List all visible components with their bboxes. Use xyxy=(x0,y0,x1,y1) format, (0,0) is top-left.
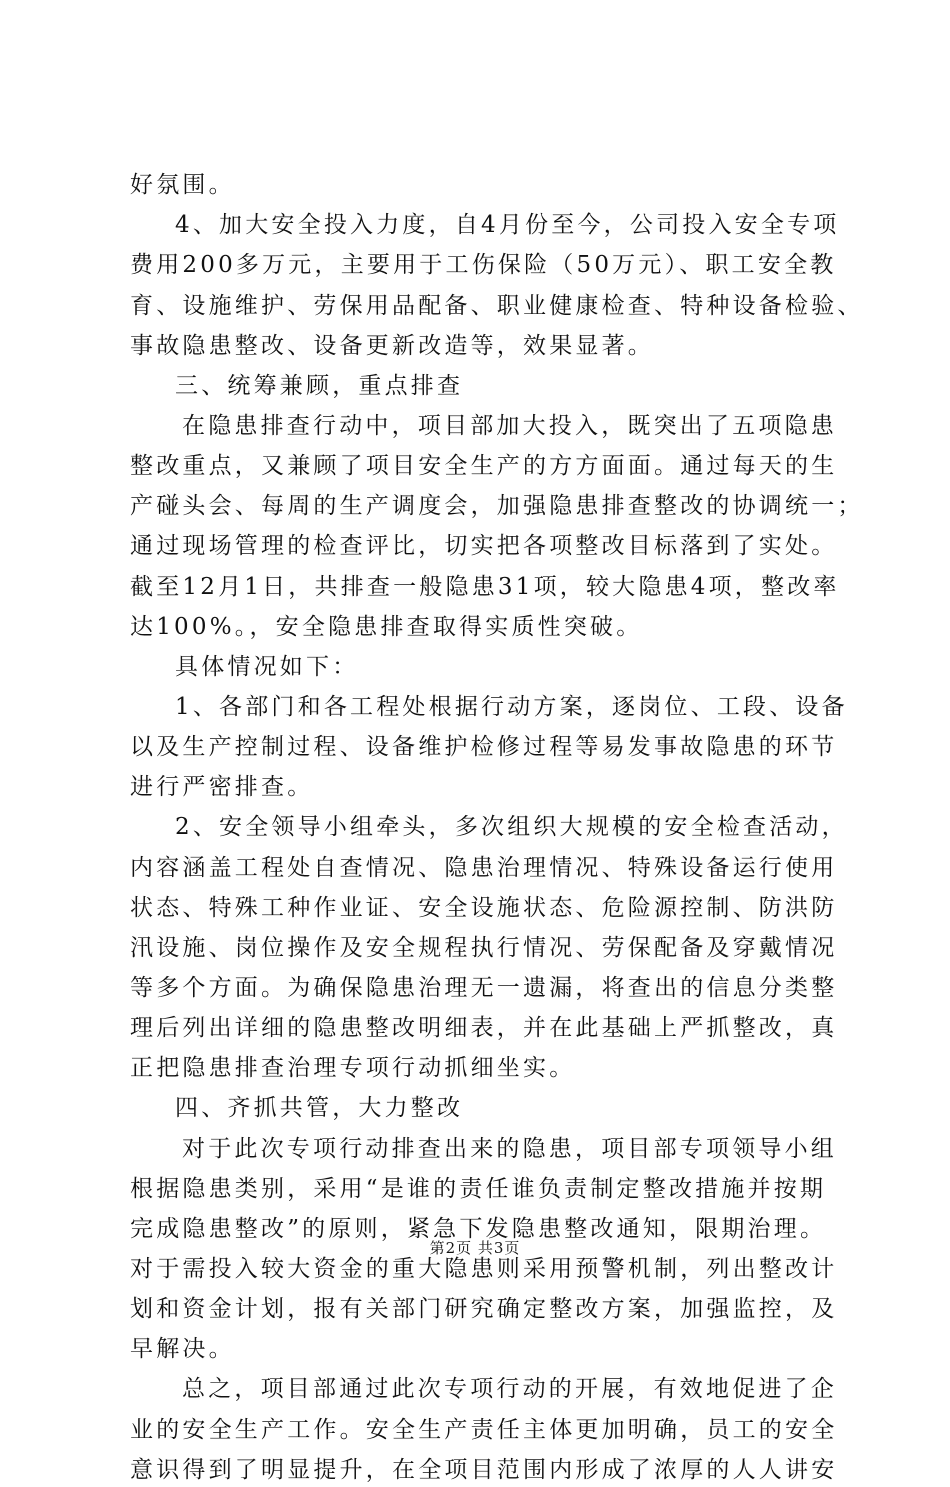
body-line: 等多个方面。为确保隐患治理无一遗漏，将查出的信息分类整 xyxy=(130,975,838,1001)
body-line: 划和资金计划，报有关部门研究确定整改方案，加强监控，及 xyxy=(130,1296,838,1322)
body-line: 根据隐患类别，采用“是谁的责任谁负责制定整改措施并按期 xyxy=(130,1176,827,1202)
body-line: 通过现场管理的检查评比，切实把各项整改目标落到了实处。 xyxy=(130,533,838,559)
body-line: 在隐患排查行动中，项目部加大投入，既突出了五项隐患 xyxy=(182,413,837,439)
body-line: 进行严密排查。 xyxy=(130,774,314,800)
body-line: 内容涵盖工程处自查情况、隐患治理情况、特殊设备运行使用 xyxy=(130,855,838,881)
body-line: 对于此次专项行动排查出来的隐患，项目部专项领导小组 xyxy=(182,1136,837,1162)
body-line: 总之，项目部通过此次专项行动的开展，有效地促进了企 xyxy=(182,1376,837,1402)
body-line: 理后列出详细的隐患整改明细表，并在此基础上严抓整改，真 xyxy=(130,1015,838,1041)
body-line: 产碰头会、每周的生产调度会，加强隐患排查整改的协调统一； xyxy=(130,493,864,519)
body-line: 1、各部门和各工程处根据行动方案，逐岗位、工段、设备 xyxy=(175,694,848,720)
body-line: 状态、特殊工种作业证、安全设施状态、危险源控制、防洪防 xyxy=(130,895,838,921)
body-line: 正把隐患排查治理专项行动抓细坐实。 xyxy=(130,1055,576,1081)
body-line: 费用200多万元，主要用于工伤保险（50万元）、职工安全教 xyxy=(130,252,837,278)
body-line: 意识得到了明显提升，在全项目范围内形成了浓厚的人人讲安 xyxy=(130,1457,838,1483)
body-line: 截至12月1日，共排查一般隐患31项，较大隐患4项，整改率 xyxy=(130,574,840,600)
body-line: 具体情况如下： xyxy=(175,654,359,680)
section-heading: 三、统筹兼顾，重点排查 xyxy=(175,373,464,399)
body-line: 育、设施维护、劳保用品配备、职业健康检查、特种设备检验、 xyxy=(130,293,864,319)
body-line: 好氛围。 xyxy=(130,172,235,198)
body-line: 汛设施、岗位操作及安全规程执行情况、劳保配备及穿戴情况 xyxy=(130,935,838,961)
body-line: 早解决。 xyxy=(130,1336,235,1362)
page-footer: 第2页 共3页 xyxy=(429,1239,521,1257)
body-line: 2、安全领导小组牵头，多次组织大规模的安全检查活动， xyxy=(175,814,848,840)
section-heading: 四、齐抓共管，大力整改 xyxy=(175,1095,464,1121)
body-line: 整改重点，又兼顾了项目安全生产的方方面面。通过每天的生 xyxy=(130,453,838,479)
body-line: 完成隐患整改”的原则，紧急下发隐患整改通知，限期治理。 xyxy=(130,1216,827,1242)
body-line: 以及生产控制过程、设备维护检修过程等易发事故隐患的环节 xyxy=(130,734,838,760)
body-line: 业的安全生产工作。安全生产责任主体更加明确，员工的安全 xyxy=(130,1417,838,1443)
body-line: 4、加大安全投入力度，自4月份至今，公司投入安全专项 xyxy=(175,212,840,238)
body-line: 达100%。，安全隐患排查取得实质性突破。 xyxy=(130,614,643,640)
body-line: 对于需投入较大资金的重大隐患则采用预警机制，列出整改计 xyxy=(130,1256,838,1282)
body-line: 事故隐患整改、设备更新改造等，效果显著。 xyxy=(130,333,654,359)
